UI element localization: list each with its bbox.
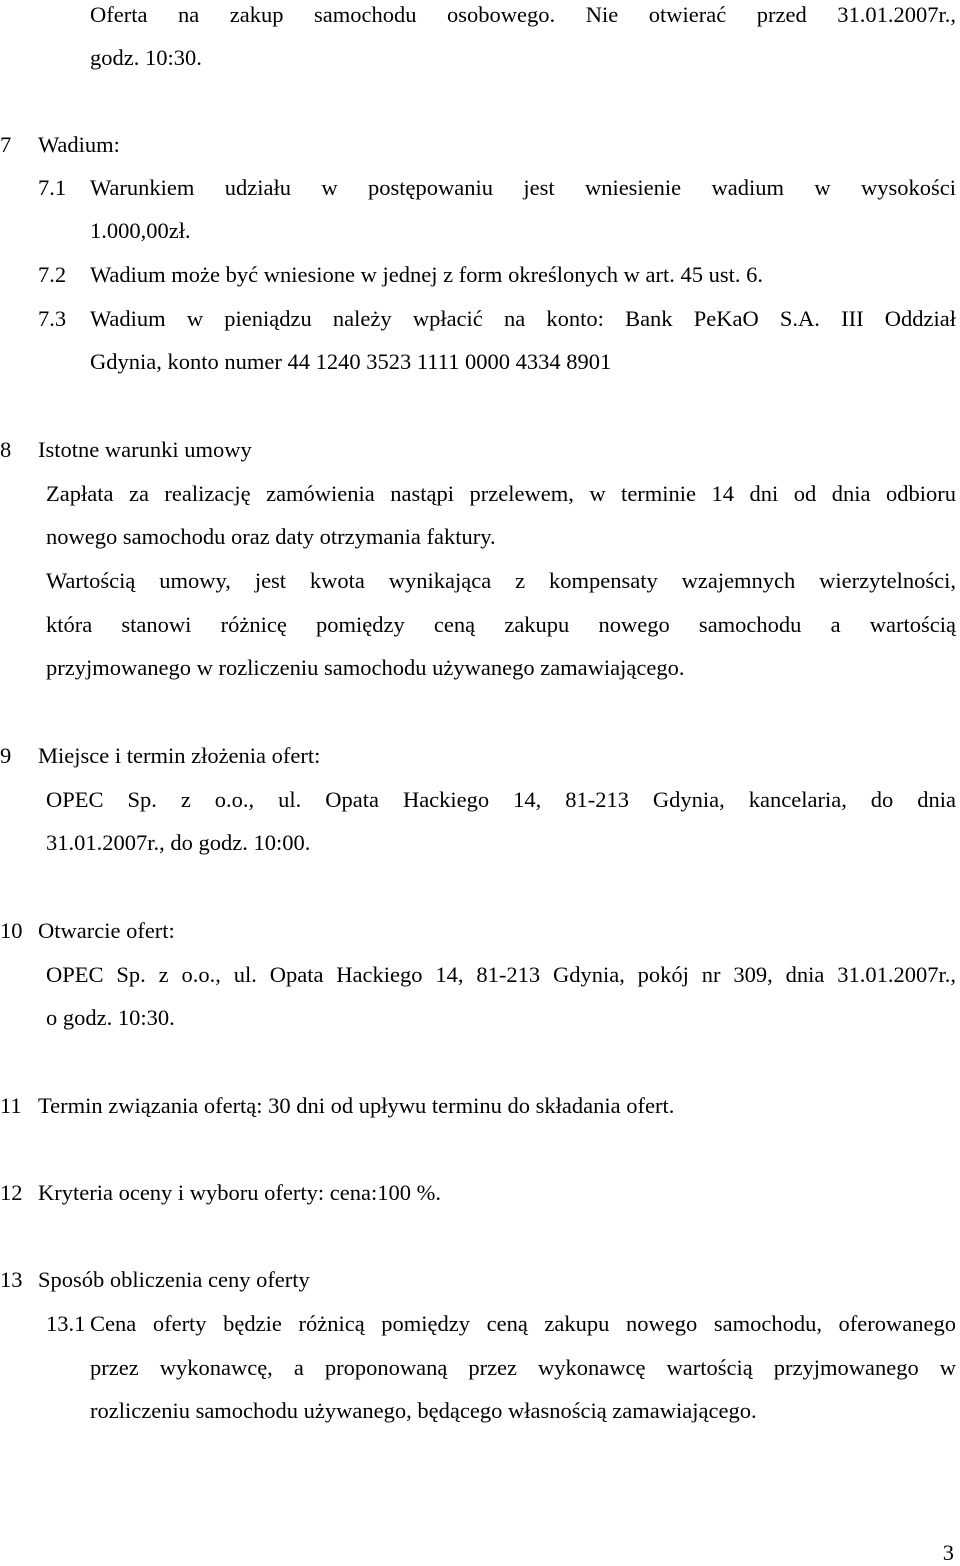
section-8-title: Istotne warunki umowy — [38, 437, 252, 462]
section-12-number: 12 — [0, 1180, 23, 1205]
section-8-paragraph-b-line-3: przyjmowanego w rozliczeniu samochodu używanego zamawiającego. — [46, 655, 685, 680]
section-10-number: 10 — [0, 918, 23, 943]
subsection-7-3-line-2: Gdynia, konto numer 44 1240 3523 1111 0000 4334 8901 — [90, 349, 612, 374]
section-13-number: 13 — [0, 1267, 23, 1292]
section-10-line-2: o godz. 10:30. — [46, 1005, 175, 1030]
subsection-7-2-line-1: Wadium może być wniesione w jednej z form określonych w art. 45 ust. 6. — [90, 262, 764, 287]
subsection-7-1-number: 7.1 — [38, 175, 67, 200]
section-9-line-1: OPEC Sp. z o.o., ul. Opata Hackiego 14, 81-213 Gdynia, kancelaria, do dnia — [46, 787, 956, 812]
section-7-number: 7 — [0, 132, 12, 157]
subsection-7-2-number: 7.2 — [38, 262, 67, 287]
section-11-title: Termin związania ofertą: 30 dni od upływu terminu do składania ofert. — [38, 1093, 675, 1118]
subsection-7-1-line-2: 1.000,00zł. — [90, 218, 191, 243]
section-8-paragraph-b-line-1: Wartością umowy, jest kwota wynikająca z kompensaty wzajemnych wierzytelności, — [46, 568, 956, 593]
subsection-13-1-number: 13.1 — [46, 1311, 86, 1336]
section-13-title: Sposób obliczenia ceny oferty — [38, 1267, 310, 1292]
section-7-title: Wadium: — [38, 132, 120, 157]
section-11-number: 11 — [0, 1093, 22, 1118]
intro-line-2: godz. 10:30. — [90, 45, 202, 70]
subsection-13-1-line-3: rozliczeniu samochodu używanego, będącego własnością zamawiającego. — [90, 1398, 757, 1423]
page-number: 3 — [942, 1540, 954, 1565]
section-8-paragraph-b-line-2: która stanowi różnicę pomiędzy ceną zakupu nowego samochodu a wartością — [46, 612, 956, 637]
section-9-number: 9 — [0, 743, 12, 768]
section-8-number: 8 — [0, 437, 12, 462]
section-10-title: Otwarcie ofert: — [38, 918, 175, 943]
section-12-title: Kryteria oceny i wyboru oferty: cena:100 %. — [38, 1180, 441, 1205]
section-8-paragraph-a-line-1: Zapłata za realizację zamówienia nastąpi przelewem, w terminie 14 dni od dnia odbioru — [46, 481, 956, 506]
section-9-title: Miejsce i termin złożenia ofert: — [38, 743, 321, 768]
section-10-line-1: OPEC Sp. z o.o., ul. Opata Hackiego 14, 81-213 Gdynia, pokój nr 309, dnia 31.01.2007r., — [46, 962, 956, 987]
subsection-13-1-line-1: Cena oferty będzie różnicą pomiędzy ceną zakupu nowego samochodu, oferowanego — [90, 1311, 956, 1336]
subsection-7-1-line-1: Warunkiem udziału w postępowaniu jest wniesienie wadium w wysokości — [90, 175, 956, 200]
intro-line-1: Oferta na zakup samochodu osobowego. Nie otwierać przed 31.01.2007r., — [90, 2, 956, 27]
section-8-paragraph-a-line-2: nowego samochodu oraz daty otrzymania faktury. — [46, 524, 496, 549]
subsection-7-3-number: 7.3 — [38, 306, 67, 331]
section-9-line-2: 31.01.2007r., do godz. 10:00. — [46, 830, 311, 855]
subsection-7-3-line-1: Wadium w pieniądzu należy wpłacić na konto: Bank PeKaO S.A. III Oddział — [90, 306, 956, 331]
subsection-13-1-line-2: przez wykonawcę, a proponowaną przez wykonawcę wartością przyjmowanego w — [90, 1355, 956, 1380]
